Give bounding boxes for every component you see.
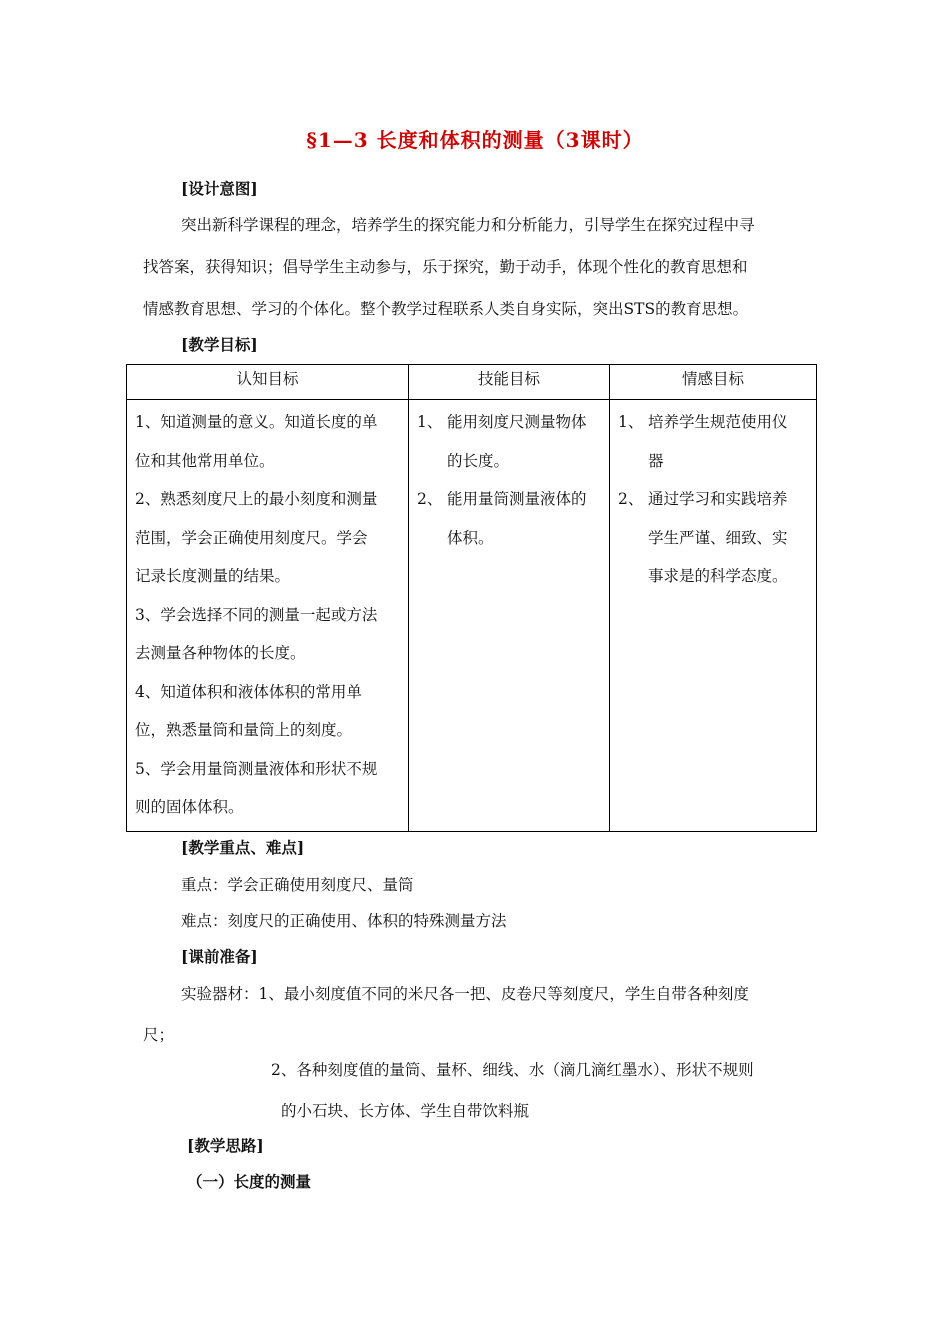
skill-line: 能用刻度尺测量物体 — [447, 413, 587, 431]
key-difficult-heading: [教学重点、难点] — [181, 838, 305, 857]
skill-goals-cell — [409, 400, 610, 832]
header-cognitive: 认知目标 — [127, 365, 409, 400]
cognitive-line: 去测量各种物体的长度。 — [135, 644, 306, 662]
cognitive-goals-cell — [127, 400, 409, 832]
design-paragraph-line-1: 突出新科学课程的理念，培养学生的探究能力和分析能力，引导学生在探究过程中寻 — [181, 216, 755, 234]
teaching-idea-heading: [教学思路] — [187, 1136, 264, 1155]
list-item — [417, 403, 601, 480]
cognitive-line: 记录长度测量的结果。 — [135, 567, 291, 585]
cognitive-line: 位，熟悉量筒和量筒上的刻度。 — [135, 721, 353, 739]
table-header-row — [127, 365, 817, 400]
prep-line-2: 2、各种刻度值的量筒、量杯、细线、水（滴几滴红墨水）、形状不规则 — [271, 1061, 754, 1079]
teaching-goals-table — [126, 364, 817, 832]
cognitive-line: 2、熟悉刻度尺上的最小刻度和测量 — [135, 490, 378, 508]
cognitive-line: 3、学会选择不同的测量一起或方法 — [135, 605, 378, 624]
key-point: 重点：学会正确使用刻度尺、量筒 — [181, 876, 414, 894]
list-item — [618, 403, 808, 480]
emotion-line: 培养学生规范使用仪 — [648, 413, 788, 431]
skill-line: 的长度。 — [447, 451, 510, 470]
cognitive-line: 位和其他常用单位。 — [135, 451, 275, 470]
list-number: 2、 — [618, 490, 644, 508]
list-number: 2、 — [417, 490, 443, 508]
design-intent-heading: [设计意图] — [181, 179, 258, 198]
cognitive-line: 范围，学会正确使用刻度尺。学会 — [135, 528, 368, 547]
emotion-line: 器 — [648, 451, 664, 470]
skill-line: 体积。 — [447, 528, 494, 547]
prep-line-1: 实验器材：1、最小刻度值不同的米尺各一把、皮卷尺等刻度尺，学生自带各种刻度 — [181, 985, 749, 1003]
design-paragraph-line-3: 情感教育思想、学习的个体化。整个教学过程联系人类自身实际，突出STS的教育思想。 — [143, 300, 749, 318]
length-measurement-subheading: （一）长度的测量 — [187, 1172, 312, 1191]
teaching-goals-heading: [教学目标] — [181, 335, 258, 354]
table-row — [127, 400, 817, 832]
skill-line: 能用量筒测量液体的 — [447, 490, 587, 508]
cognitive-line: 5、学会用量筒测量液体和形状不规 — [135, 759, 378, 778]
emotion-line: 事求是的科学态度。 — [648, 567, 788, 585]
list-item — [618, 480, 808, 596]
emotion-line: 学生严谨、细致、实 — [648, 528, 788, 547]
header-emotion: 情感目标 — [610, 365, 817, 400]
emotion-goals-cell — [610, 400, 817, 832]
preparation-heading: [课前准备] — [181, 947, 258, 966]
design-paragraph-line-2: 找答案，获得知识；倡导学生主动参与，乐于探究，勤于动手，体现个性化的教育思想和 — [143, 258, 748, 276]
list-number: 1、 — [618, 413, 644, 431]
header-skill: 技能目标 — [409, 365, 610, 400]
list-item — [417, 480, 601, 557]
cognitive-line: 则的固体体积。 — [135, 798, 244, 816]
page-title: §1—3 长度和体积的测量（3课时） — [306, 128, 644, 152]
prep-line-2-cont: 的小石块、长方体、学生自带饮料瓶 — [281, 1102, 530, 1120]
emotion-line: 通过学习和实践培养 — [648, 490, 788, 508]
cognitive-line: 4、知道体积和液体体积的常用单 — [135, 682, 362, 701]
prep-line-1-cont: 尺； — [143, 1026, 175, 1044]
cognitive-line: 1、知道测量的意义。知道长度的单 — [135, 413, 378, 431]
list-number: 1、 — [417, 413, 443, 431]
difficult-point: 难点：刻度尺的正确使用、体积的特殊测量方法 — [181, 912, 507, 930]
